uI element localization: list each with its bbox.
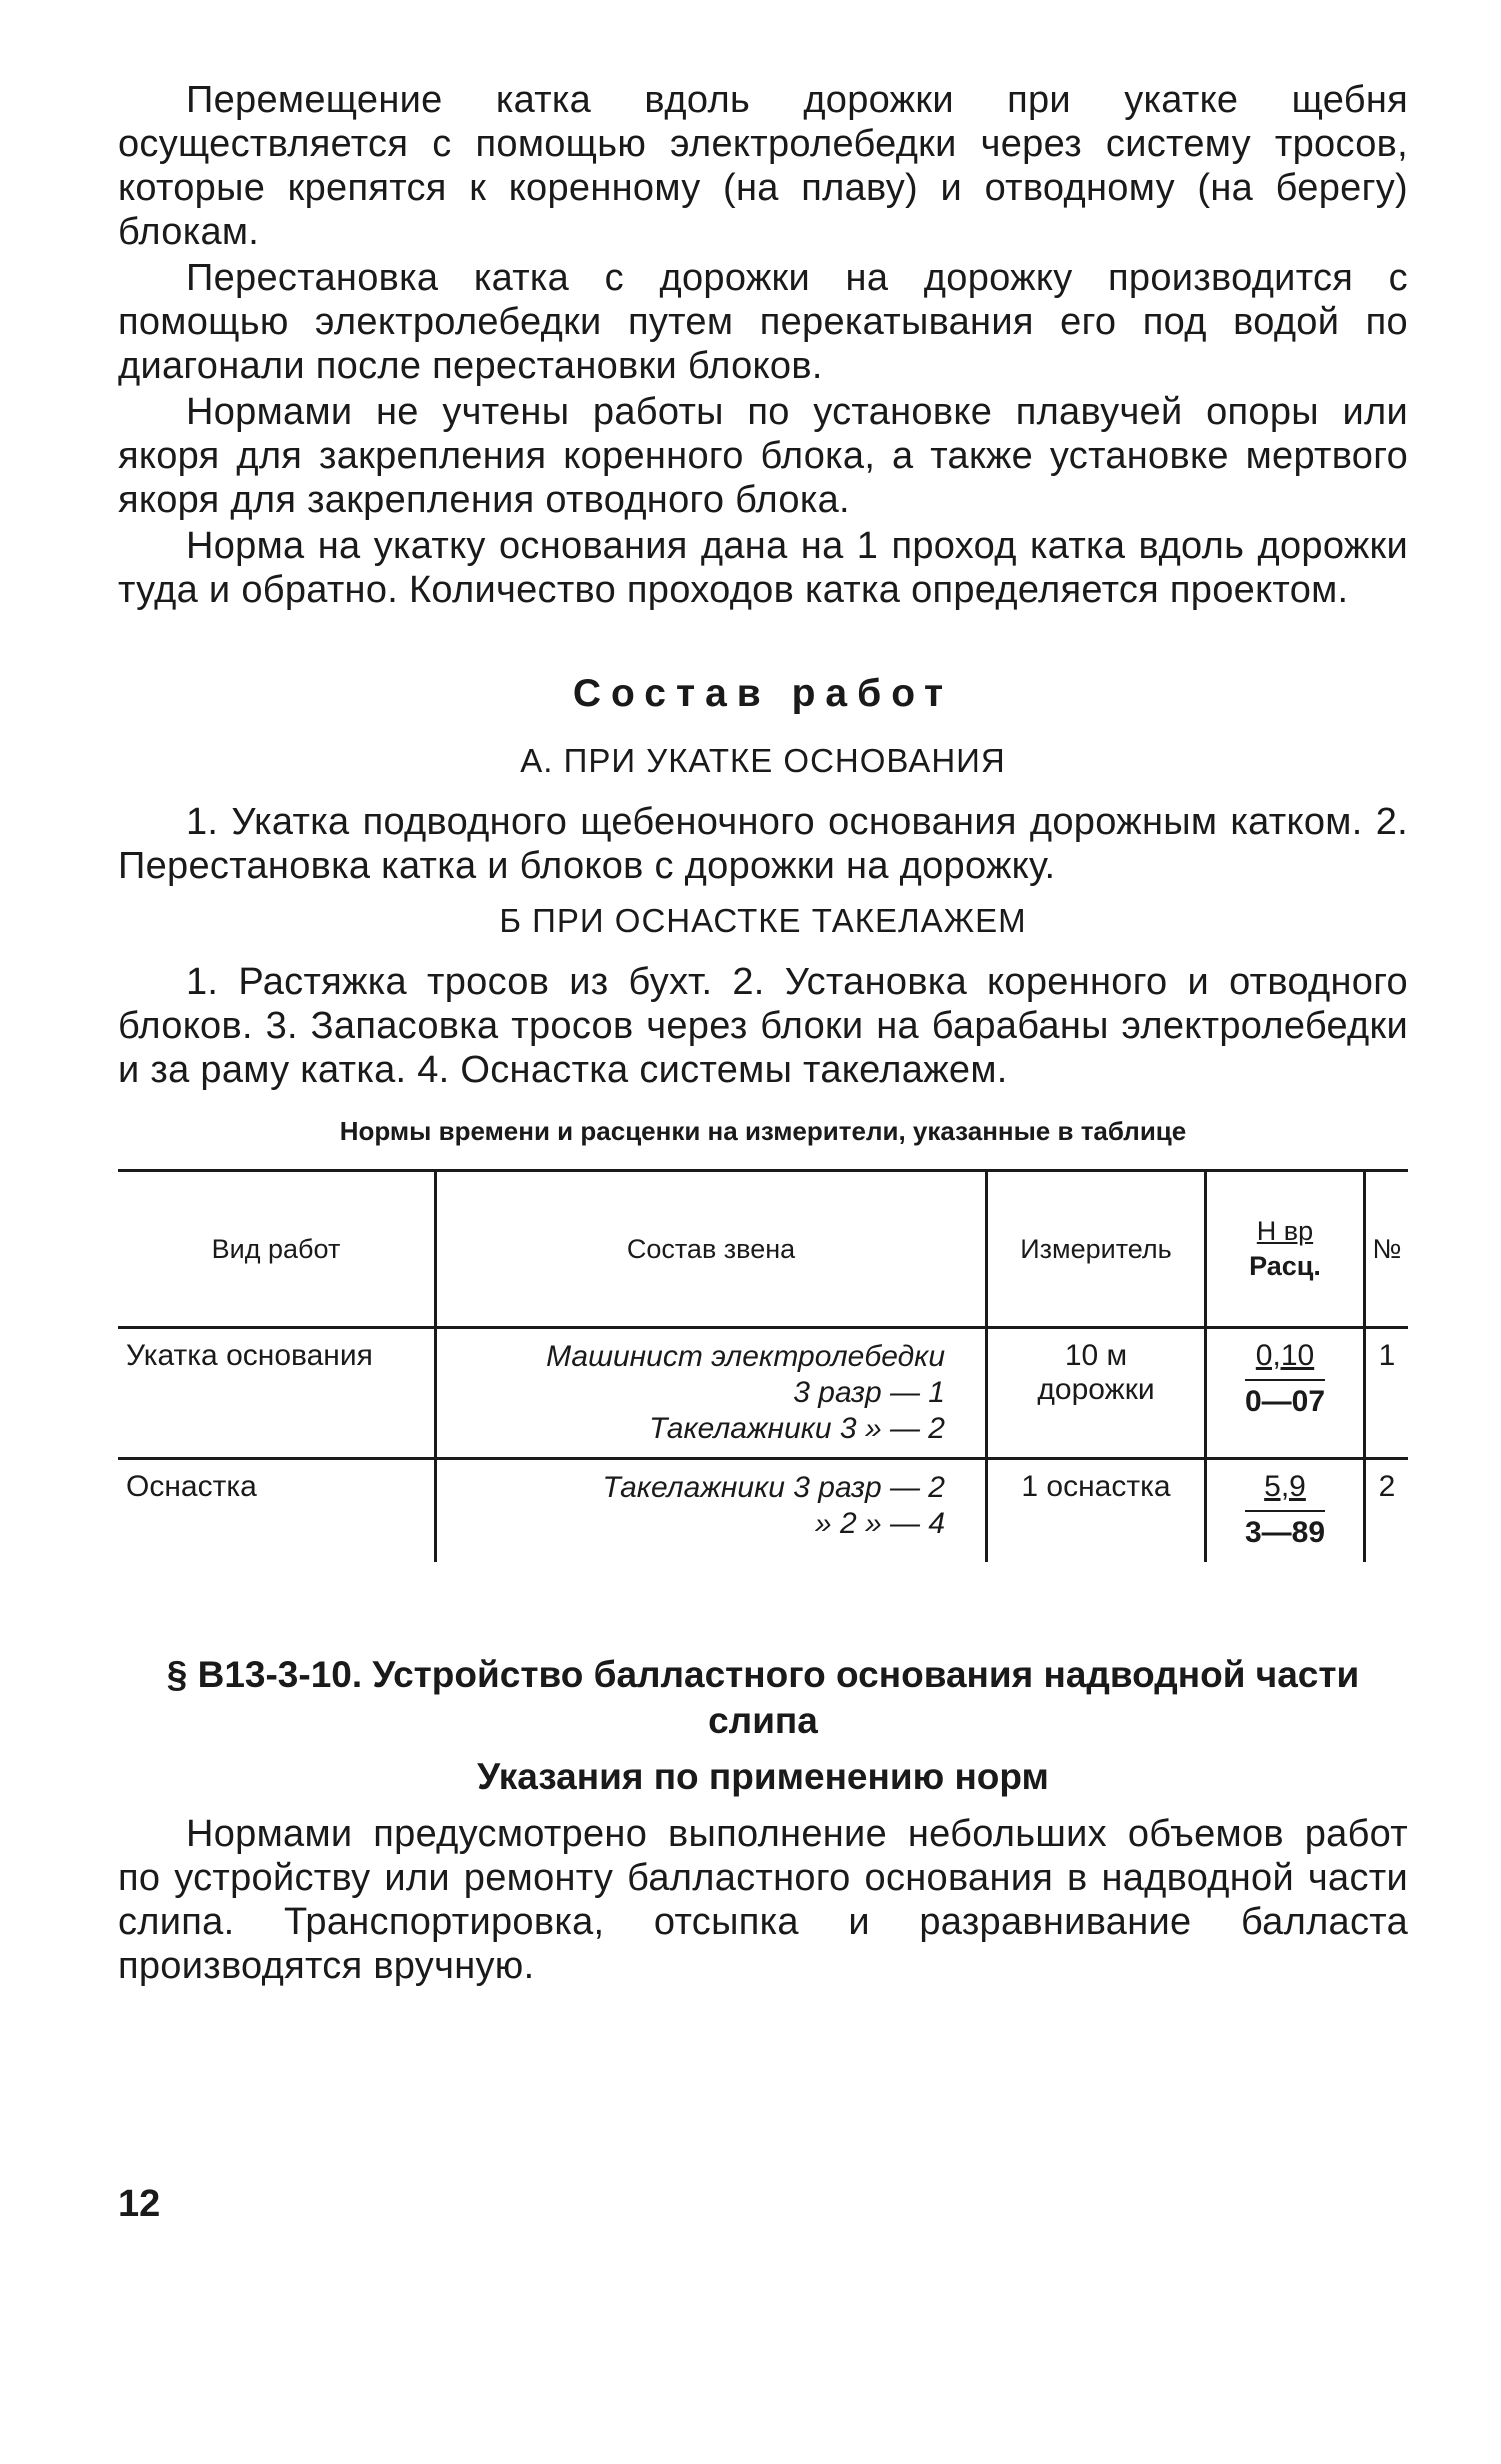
intro-paragraph-4: Норма на укатку основания дана на 1 проход катка вдоль дорожки туда и обратно. Количество проходов катка определяется проектом. [118, 525, 1408, 611]
cell-sostav-line: » 2 » — 4 [814, 1507, 945, 1540]
cell-nvr-value: 5,9 [1264, 1470, 1306, 1503]
cell-sostav-line: Машинист электролебедки [546, 1340, 945, 1373]
paragraph-title: § В13-3-10. Устройство балластного основания надводной части слипа [166, 1654, 1360, 1741]
header-nvr [1206, 1171, 1365, 1328]
cell-sostav-line: 3 разр — 1 [793, 1376, 945, 1409]
header-sostav: Состав звена [436, 1171, 987, 1328]
header-nvr-top: Н вр [1256, 1216, 1314, 1246]
intro-paragraph-3: Нормами не учтены работы по установке плавучей опоры или якоря для закрепления коренного блока, а также установке мертвого якоря для закрепления отводного блока. [118, 391, 1408, 521]
cell-num: 2 [1365, 1459, 1409, 1563]
header-num: № [1365, 1171, 1409, 1328]
cell-izmeritel [987, 1459, 1206, 1563]
table-row [118, 1459, 1408, 1563]
subsection-b-title: Б ПРИ ОСНАСТКЕ ТАКЕЛАЖЕМ [499, 902, 1027, 939]
cell-rasc-value: 3—89 [1245, 1510, 1325, 1550]
cell-nvr [1206, 1328, 1365, 1459]
header-izmeritel: Измеритель [987, 1171, 1206, 1328]
cell-izmeritel-line: 1 оснастка [1021, 1470, 1171, 1503]
subsection-a-text: 1. Укатка подводного щебеночного основания дорожным катком. 2. Перестановка катка и блоков с дорожки на дорожку. [118, 801, 1408, 887]
cell-izmeritel [987, 1328, 1206, 1459]
cell-vid: Оснастка [126, 1470, 257, 1503]
cell-num: 1 [1365, 1328, 1409, 1459]
cell-sostav-line: Такелажники 3 » — 2 [649, 1412, 945, 1445]
page-content [118, 78, 1408, 1988]
section-title: Состав работ [572, 672, 954, 715]
intro-paragraph-2: Перестановка катка с дорожки на дорожку производится с помощью электролебедки путем перекатывания его под водой по диагонали после перестановки блоков. [118, 257, 1408, 387]
subsection-a-title: А. ПРИ УКАТКЕ ОСНОВАНИЯ [520, 742, 1006, 779]
intro-paragraph-1: Перемещение катка вдоль дорожки при укатке щебня осуществляется с помощью электролебедки через систему тросов, которые крепятся к коренному (на плаву) и отводному (на берегу) блокам. [118, 79, 1408, 253]
cell-izmeritel-line: 10 м [1064, 1339, 1128, 1372]
table-header-row [118, 1171, 1408, 1328]
subsection-b-text: 1. Растяжка тросов из бухт. 2. Установка коренного и отводного блоков. 3. Запасовка тросов через блоки на барабаны электролебедки и за раму катка. 4. Оснастка системы такелажем. [118, 961, 1408, 1091]
final-paragraph: Нормами предусмотрено выполнение небольших объемов работ по устройству или ремонту балластного основания в надводной части слипа. Транспортировка, отсыпка и разравнивание балласта производятся вручную. [118, 1813, 1408, 1987]
cell-sostav [436, 1328, 987, 1459]
header-nvr-bottom: Расц. [1249, 1251, 1321, 1281]
cell-vid: Укатка основания [118, 1328, 436, 1459]
cell-izmeritel-line: дорожки [1037, 1373, 1155, 1406]
cell-rasc-value: 0—07 [1245, 1379, 1325, 1419]
table-caption: Нормы времени и расценки на измерители, указанные в таблице [339, 1116, 1187, 1146]
paragraph-subtitle: Указания по применению норм [477, 1756, 1049, 1797]
cell-nvr [1206, 1459, 1365, 1563]
cell-sostav-line: Такелажники 3 разр — 2 [602, 1471, 945, 1504]
table-row [118, 1328, 1408, 1459]
page-number: 12 [118, 2183, 161, 2225]
cell-sostav [436, 1459, 987, 1563]
norms-table [118, 1169, 1408, 1562]
cell-nvr-value: 0,10 [1255, 1339, 1315, 1372]
header-vid: Вид работ [118, 1171, 436, 1328]
